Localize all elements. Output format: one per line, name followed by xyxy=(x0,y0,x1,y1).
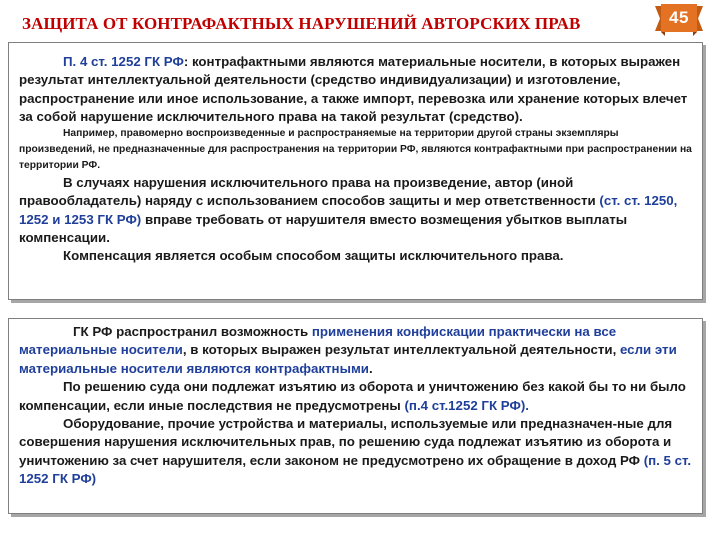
paragraph-text: , в которых выражен результат интеллектуальной деятельности, xyxy=(182,342,620,358)
compensation-note xyxy=(19,247,694,265)
slide-number: 45 xyxy=(669,8,689,27)
paragraph-text: В случаях нарушения исключительного права на произведение, автор (иной правообладатель) наряду с использованием способов защиты и мер ответственности xyxy=(19,175,600,209)
contrafact-definition-box xyxy=(8,42,703,300)
highlight-text: если эти материальные носители являются контрафактными xyxy=(19,342,677,376)
confiscation-box xyxy=(8,318,703,514)
slide-number-badge xyxy=(655,4,703,36)
law-reference: (п.4 ст.1252 ГК РФ). xyxy=(404,397,529,413)
page-title: ЗАЩИТА ОТ КОНТРАФАКТНЫХ НАРУШЕНИЙ АВТОРСКИХ ПРАВ xyxy=(22,14,581,33)
paragraph-text: По решению суда они подлежат изъятию из оборота и уничтожению без какой бы то ни было компенсации, если иные последствия не предусмотрены xyxy=(19,379,686,413)
paragraph-text: Компенсация является особым способом защиты исключительного права. xyxy=(63,248,564,264)
equipment-paragraph xyxy=(19,415,694,489)
paragraph-text: . xyxy=(368,360,373,376)
compensation-paragraph xyxy=(19,174,694,247)
confiscation-paragraph xyxy=(19,323,694,378)
court-decision-paragraph xyxy=(19,378,694,415)
highlight-text: применения конфискации практически на все материальные носители xyxy=(19,324,617,358)
law-reference: П. 4 ст. 1252 ГК РФ xyxy=(63,54,184,69)
paragraph-text: вправе требовать от нарушителя вместо возмещения убытков выплаты компенсации. xyxy=(19,211,628,246)
law-reference: (ст. ст. 1250, 1252 и 1253 ГК РФ) xyxy=(19,193,678,227)
definition-paragraph xyxy=(19,53,694,126)
example-paragraph xyxy=(19,126,694,174)
paragraph-text: Например, правомерно воспроизведенные и распространяемые на территории другой страны экземпляры произведений, не предназначенные для распространения на территории РФ, являются контрафактными при распространении на территории РФ. xyxy=(19,128,692,172)
law-reference: (п. 5 ст. 1252 ГК РФ) xyxy=(19,452,692,487)
paragraph-text: ГК РФ распространил возможность xyxy=(73,324,312,339)
paragraph-text: Оборудование, прочие устройства и материалы, используемые или предназначен-ные для совершения нарушения исключительных прав, по решению суда подлежат изъятию из оборота и уничтожению за счет нарушителя, если законом не предусмотрено их обращение в доход РФ xyxy=(19,416,673,468)
paragraph-text: : контрафактными являются материальные носители, в которых выражен результат интеллектуальной деятельности (средство индивидуализации) и изготовление, распространение или иное использование, а также импорт, перевозка или хранение которых влечет за собой нарушение исключительного права на такой результат (средство). xyxy=(19,54,688,124)
